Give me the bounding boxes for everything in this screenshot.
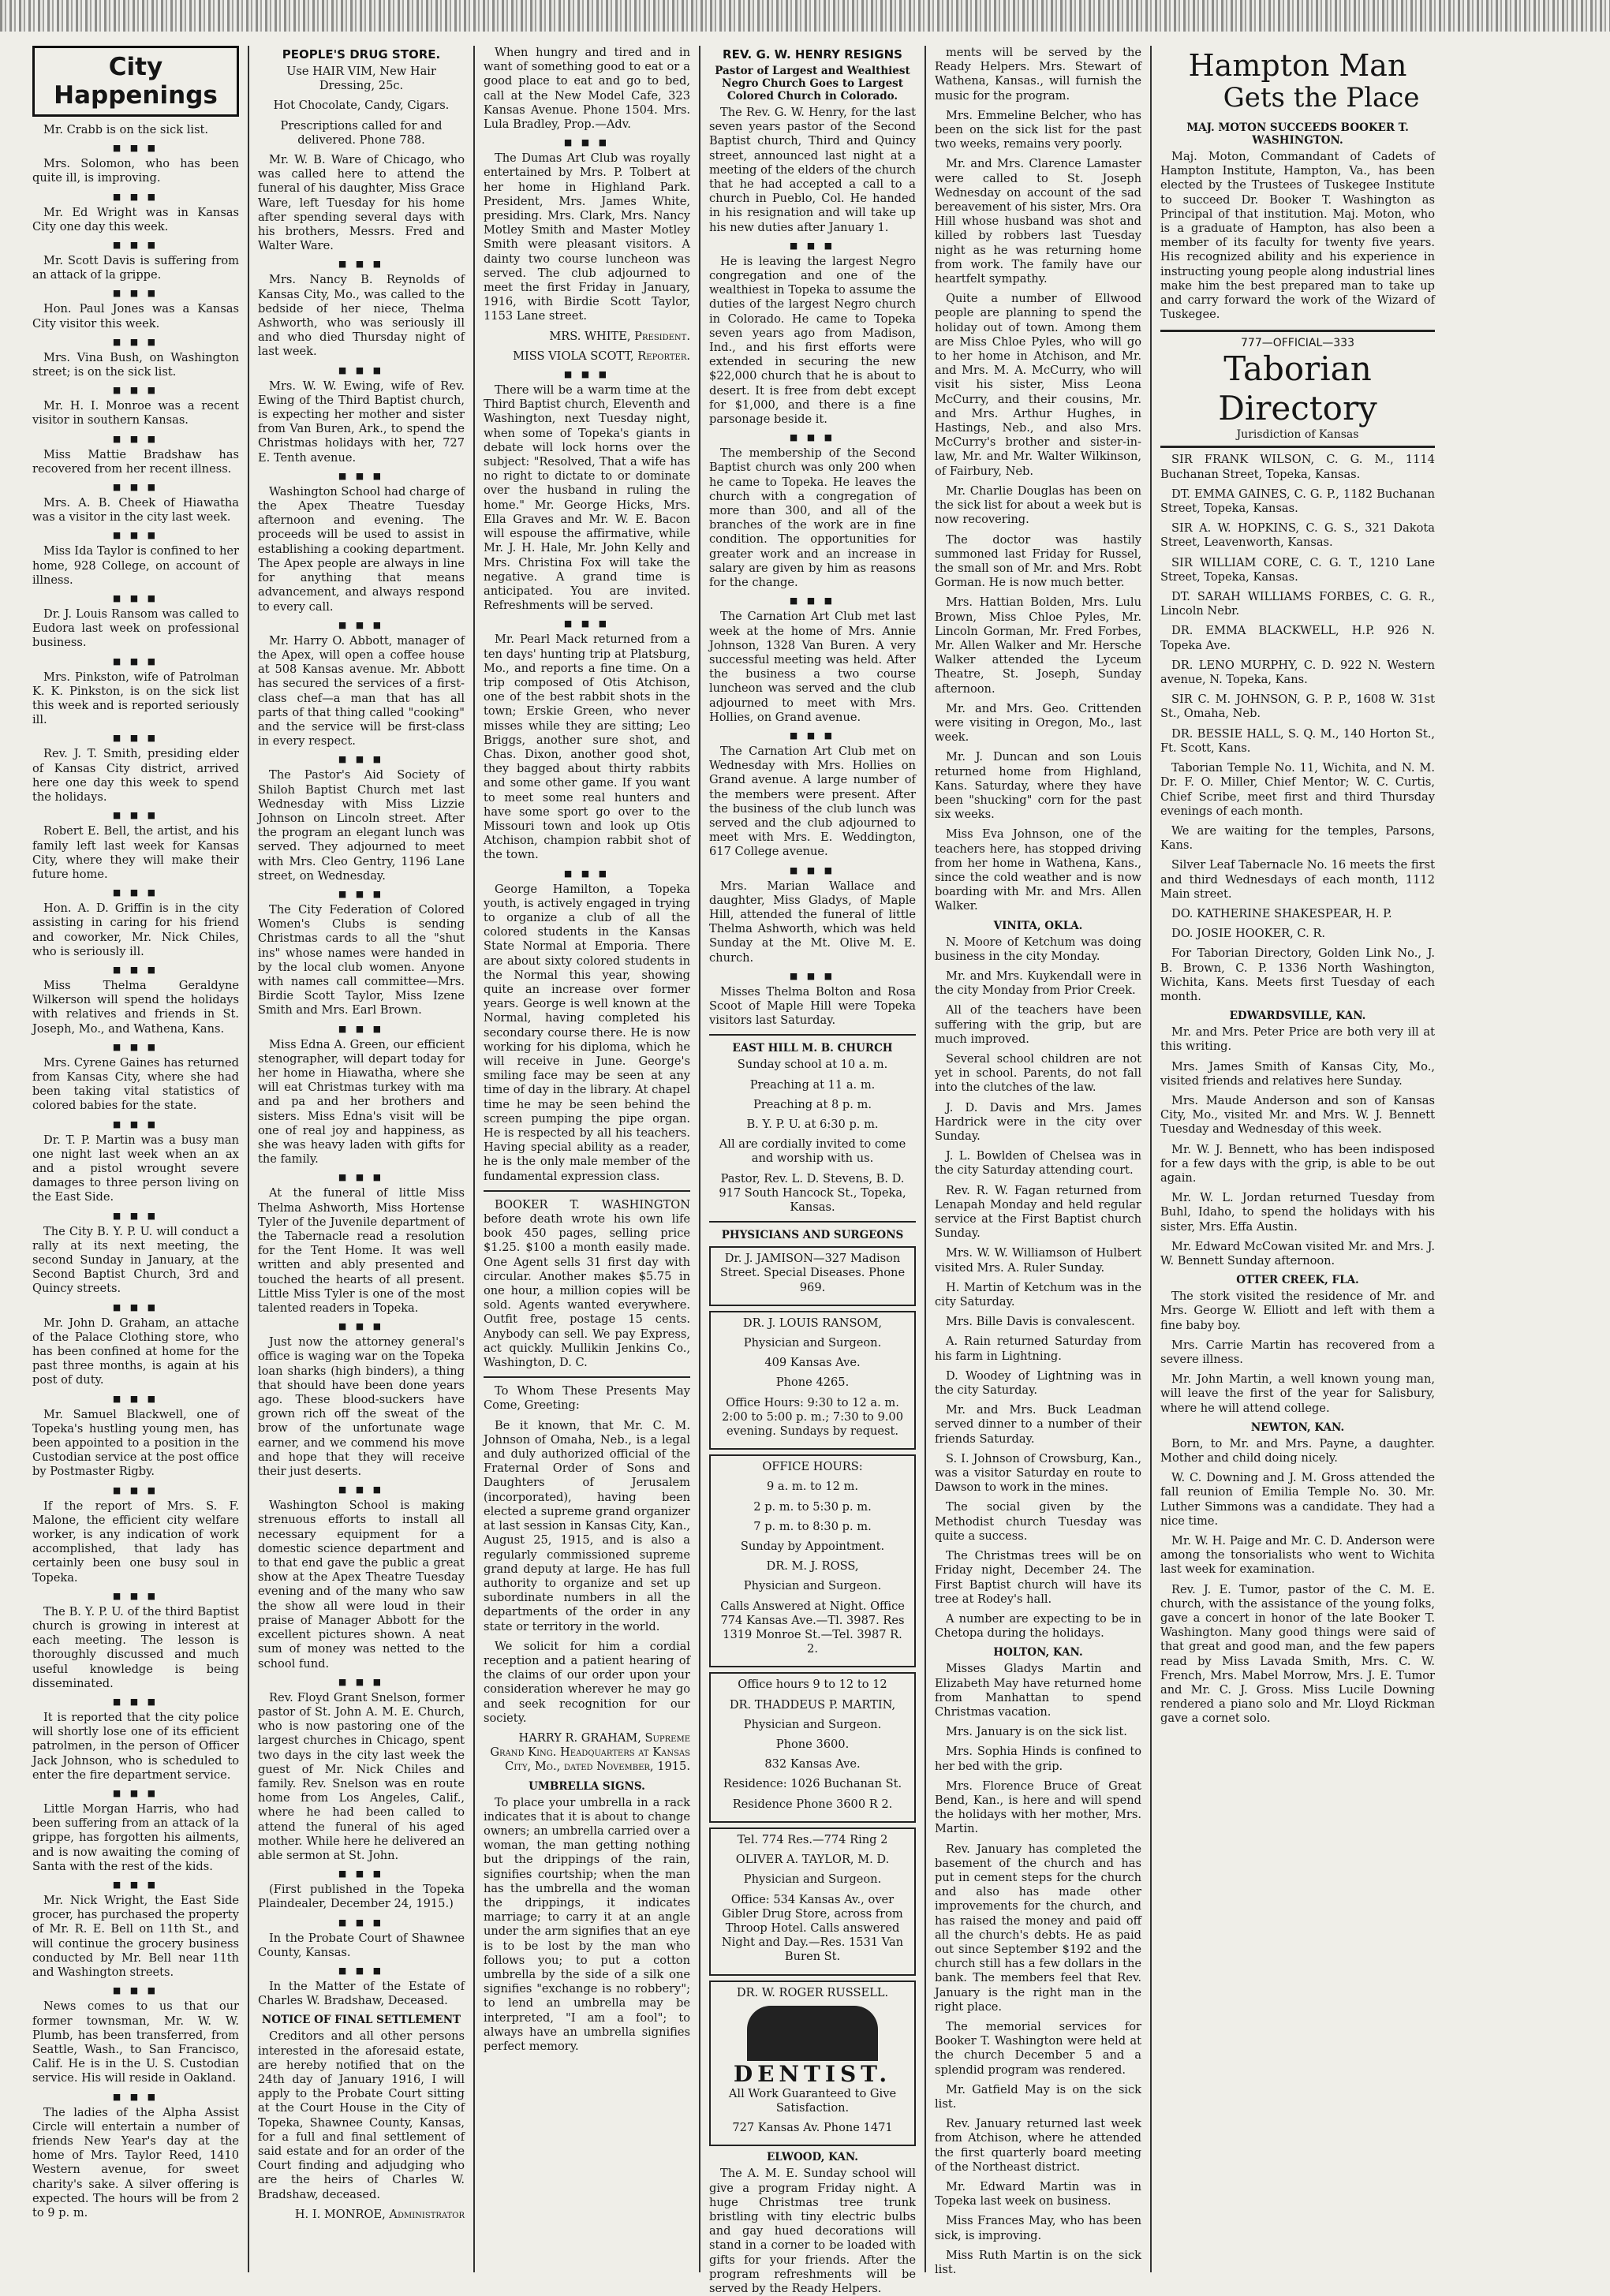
edwardsville-items	[1160, 1025, 1435, 1268]
item-separator: ■ ■ ■	[789, 595, 836, 607]
news-item: He is leaving the largest Negro congregation and one of the wealthiest in Topeka to assume the duties of the largest Negro church in Colorado. He came to Topeka seven years ago from Madison, Ind., and his first efforts were extended in securing the new $22,000 church that he is about to desert. It is free from debt except for $1,000, and there is a fine parsonage beside it.	[709, 254, 916, 427]
item-separator: ■ ■ ■	[338, 259, 385, 270]
news-item: If the report of Mrs. S. F. Malone, the efficient city welfare worker, is any indication of work accomplished, that lady has certainly been one busy soul in Topeka.	[32, 1499, 239, 1585]
hamilton-item: George Hamilton, a Topeka youth, is actively engaged in trying to organize a club of all the colored students in the Kansas State Normal at Emporia. There are about sixty colored students in the Normal this year, showing quite an increase over former years. George is well known at the Normal, having completed his secondary course there. He is now working for his diploma, which he will receive in June. George's smiling face may be seen at any time of day in the library. At chapel time he may be seen behind the screen pumping the pipe organ. He is respected by all his teachers. Having special ability as a reader, he is the only male member of the fundamental expression class.	[484, 882, 690, 1183]
holton-title: HOLTON, KAN.	[993, 1646, 1083, 1659]
column-4	[700, 46, 926, 2295]
item-separator: ■ ■ ■	[112, 482, 159, 493]
news-item: Office hours 9 to 12 to 12	[738, 1678, 887, 1692]
news-item: Dr. J. Louis Ransom was called to Eudora last week on professional business.	[32, 607, 239, 650]
item-separator: ■ ■ ■	[112, 1301, 159, 1312]
cafe-ad: When hungry and tired and in want of something good to eat or a good place to eat and go to bed, call at the New Model Cafe, 323 Kansas Avenue. Phone 1504. Mrs. Lula Bradley, Prop.—Adv.	[484, 46, 690, 132]
news-item: Mr. and Mrs. Peter Price are both very ill at this writing.	[1160, 1025, 1435, 1054]
news-item: Physician and Surgeon.	[743, 1717, 882, 1731]
item-separator: ■ ■ ■	[112, 1484, 159, 1495]
news-item: Preaching at 8 p. m.	[753, 1097, 872, 1111]
news-item: The Christmas trees will be on Friday night, December 24. The First Baptist church will have its tree at Rodey's hall.	[935, 1549, 1141, 1606]
news-item: Miss Thelma Geraldyne Wilkerson will spend the holidays with relatives and friends in St. Joseph, Mo., and Wathena, Kans.	[32, 978, 239, 1036]
item-separator: ■ ■ ■	[112, 1985, 159, 1996]
news-item: DR. BESSIE HALL, S. Q. M., 140 Horton St., Ft. Scott, Kans.	[1160, 726, 1435, 755]
item-separator: ■ ■ ■	[338, 1965, 385, 1976]
news-item: Silver Leaf Tabernacle No. 16 meets the first and third Wednesdays of each month, 1112 Main street.	[1160, 858, 1435, 901]
dentist-title: DENTIST.	[733, 2060, 892, 2087]
news-item: Mr. and Mrs. Kuykendall were in the city Monday from Prior Creek.	[935, 969, 1141, 998]
umbrella-text: To place your umbrella in a rack indicates that it is about to change owners; an umbrella carried over a woman, the man getting nothing but the drippings of the rain, signifies courtship; when the man has the umbrella and the woman the drippings, it indicates marriage; to carry it at an angle under the arm signifies that an eye is to be lost by the man who follows you; to put a cotton umbrella by the side of a silk one signifies "exchange is no robbery"; to lend an umbrella may be interpreted, "I am a fool"; to always have an umbrella signifies perfect memory.	[484, 1795, 690, 2053]
news-item: Mrs. Nancy B. Reynolds of Kansas City, Mo., was called to the bedside of her niece, Thelma Ashworth, who was seriously ill and who died Thursday night of last week.	[258, 273, 465, 359]
news-item: All are cordially invited to come and worship with us.	[719, 1137, 906, 1166]
news-item: SIR A. W. HOPKINS, C. G. S., 321 Dakota Street, Leavenworth, Kansas.	[1160, 521, 1435, 550]
news-item: Mrs. Solomon, who has been quite ill, is improving.	[32, 157, 239, 185]
news-item: DR. LENO MURPHY, C. D. 922 N. Western avenue, N. Topeka, Kans.	[1160, 658, 1435, 687]
news-item: DT. SARAH WILLIAMS FORBES, C. G. R., Lincoln Nebr.	[1160, 590, 1435, 618]
item-separator: ■ ■ ■	[338, 1321, 385, 1332]
news-item: Miss Mattie Bradshaw has recovered from her recent illness.	[32, 447, 239, 476]
news-item: Misses Gladys Martin and Elizabeth May have returned home from Manhattan to spend Christmas vacation.	[935, 1662, 1141, 1719]
item-separator: ■ ■ ■	[112, 2091, 159, 2102]
item-separator: ■ ■ ■	[112, 593, 159, 604]
notice-sign: H. I. MONROE, Administrator	[294, 2207, 465, 2221]
news-item: Mr. Edward McCowan visited Mr. and Mrs. J. W. Bennett Sunday afternoon.	[1160, 1239, 1435, 1267]
news-item: Mrs. Carrie Martin has recovered from a severe illness.	[1160, 1338, 1435, 1366]
news-item: Phone 4265.	[775, 1376, 850, 1390]
newton-title: NEWTON, KAN.	[1250, 1421, 1345, 1434]
news-item: Mr. and Mrs. Clarence Lamaster were called to St. Joseph Wednesday on account of the sad bereavement of his sister, Mrs. Ora Hill whose husband was shot and killed by robbers last Tuesday night as he was returning home from work. The family have our heartfelt sympathy.	[935, 157, 1141, 286]
news-item: ments will be served by the Ready Helpers. Mrs. Stewart of Wathena, Kansas., will furnish the music for the program.	[935, 46, 1141, 103]
news-item: Mr. Scott Davis is suffering from an attack of la grippe.	[32, 254, 239, 282]
card-jamison	[709, 1246, 916, 1306]
card-ross	[709, 1454, 916, 1667]
news-item: DO. JOSIE HOOKER, C. R.	[1171, 927, 1325, 941]
news-item: SIR FRANK WILSON, C. G. M., 1114 Buchanan Street, Topeka, Kansas.	[1160, 453, 1435, 481]
item-separator: ■ ■ ■	[112, 1697, 159, 1708]
taborian-list	[1160, 453, 1435, 1004]
news-item: Mrs. James Smith of Kansas City, Mo., visited friends and relatives here Sunday.	[1160, 1059, 1435, 1088]
news-item: Office Hours: 9:30 to 12 a. m. 2:00 to 5:00 p. m.; 7:30 to 9.00 evening. Sundays by request.	[722, 1395, 903, 1439]
news-item: Misses Thelma Bolton and Rosa Scoot of Maple Hill were Topeka visitors last Saturday.	[709, 984, 916, 1028]
column-6	[1152, 46, 1444, 2272]
news-item: Just now the attorney general's office is waging war on the Topeka loan sharks (high binders), a thing that should have been done years ago. These blood-suckers have grown rich off the sweat of the brow of the unfortunate wage earner, and we commend his move and hope that they will receive their just deserts.	[258, 1335, 465, 1479]
henry-subhead: Pastor of Largest and Wealthiest Negro Church Goes to Largest Colored Church in Colorado.	[715, 65, 910, 103]
item-separator: ■ ■ ■	[112, 240, 159, 251]
news-item: 832 Kansas Ave.	[764, 1757, 861, 1771]
item-separator: ■ ■ ■	[112, 733, 159, 744]
taborian-title: Taborian Directory	[1218, 349, 1377, 428]
news-item: Mrs. Cyrene Gaines has returned from Kansas City, where she had been taking vital statistics of colored babies for the state.	[32, 1055, 239, 1113]
column-5-items	[935, 46, 1141, 914]
taborian-number: 777—OFFICIAL—333	[1241, 337, 1354, 350]
news-item: Miss Ida Taylor is confined to her home, 928 College, on account of illness.	[32, 544, 239, 587]
news-item: Mr. Harry O. Abbott, manager of the Apex, will open a coffee house at 508 Kansas avenue. Mr. Abbott has secured the services of a first-class chef—a man that has all parts of that thing called "cooking" and the service will be first-class in every respect.	[258, 633, 465, 749]
news-item: DR. M. J. ROSS,	[766, 1559, 859, 1574]
news-item: 7 p. m. to 8:30 p. m.	[753, 1519, 872, 1533]
item-separator: ■ ■ ■	[112, 191, 159, 202]
notice-text: Creditors and all other persons interested in the aforesaid estate, are hereby notified that on the 24th day of January 1916, I will apply to the Probate Court sitting at the Court House in the City of Topeka, Shawnee County, Kansas, for a full and final settlement of said estate and for an order of the Court finding and adjudging who are the heirs of Charles W. Bradshaw, deceased.	[258, 2029, 465, 2201]
item-separator: ■ ■ ■	[338, 1484, 385, 1495]
news-item: Miss Ruth Martin is on the sick list.	[935, 2248, 1141, 2277]
item-separator: ■ ■ ■	[338, 1869, 385, 1880]
item-separator: ■ ■ ■	[338, 619, 385, 630]
whom-sign: HARRY R. GRAHAM, Supreme Grand King. Headquarters at Kansas City, Mo., dated November, 1915.	[490, 1730, 690, 1774]
news-item: Mr. and Mrs. Buck Leadman served dinner to a number of their friends Saturday.	[935, 1403, 1141, 1446]
news-item: Pastor, Rev. L. D. Stevens, B. D. 917 South Hancock St., Topeka, Kansas.	[719, 1171, 906, 1214]
news-item: Mrs. Vina Bush, on Washington street; is on the sick list.	[32, 350, 239, 379]
news-item: J. D. Davis and Mrs. James Hardrick were in the city over Sunday.	[935, 1100, 1141, 1144]
item-separator: ■ ■ ■	[338, 1676, 385, 1687]
news-item: Little Morgan Harris, who had been suffering from an attack of la grippe, has forgotten his ailments, and is now awaiting the coming of Santa with the rest of the kids.	[32, 1802, 239, 1873]
news-item: Mrs. Florence Bruce of Great Bend, Kan., is here and will spend the holidays with her mother, Mrs. Martin.	[935, 1779, 1141, 1836]
columns	[24, 46, 1599, 2295]
item-separator: ■ ■ ■	[112, 964, 159, 975]
news-item: Mr. W. J. Bennett, who has been indisposed for a few days with the grip, is able to be out again.	[1160, 1142, 1435, 1185]
item-separator: ■ ■ ■	[789, 970, 836, 981]
column-4-items	[709, 106, 916, 1028]
news-item: Rev. January has completed the basement of the church and has put in cement steps for the church and also has made other improvements for the church, and has raised the money and paid off all the church's debts. He as paid out since September $192 and the church still has a few dollars in the bank. The members feel that Rev. January is the right man in the right place.	[935, 1842, 1141, 2014]
news-item: Sunday school at 10 a. m.	[737, 1058, 888, 1072]
news-item: Phone 3600.	[775, 1738, 850, 1752]
news-item: A. Rain returned Saturday from his farm in Lightning.	[935, 1335, 1141, 1363]
news-item: N. Moore of Ketchum was doing business in the city Monday.	[935, 935, 1141, 963]
item-separator: ■ ■ ■	[338, 1917, 385, 1928]
item-separator: ■ ■ ■	[789, 864, 836, 875]
whom-para-2: We solicit for him a cordial reception and a patient hearing of the claims of our order upon your consideration wherever he may go and seek recognition for our society.	[484, 1639, 690, 1725]
news-item: Mrs. Hattian Bolden, Mrs. Lulu Brown, Miss Chloe Pyles, Mr. Lincoln Gorman, Mr. Fred Forbes, Mr. Allen Walker and Mr. Hersche Walker attended the Lyceum Theatre, St. Joseph, Sunday afternoon.	[935, 595, 1141, 696]
whom-para-1: Be it known, that Mr. C. M. Johnson of Omaha, Neb., is a legal and duly authorized official of the Fraternal Order of Sons and Daughters of Jerusalem (incorporated), having been elected a supreme grand organizer at last session in Kansas City, Kan., August 25, 1915, and is also a regularly commissioned supreme grand deputy at large. He has full authority to organize and set up subordinate numbers in all the departments of the order in any state or territory in the world.	[484, 1418, 690, 1633]
news-item: Mrs. A. B. Cheek of Hiawatha was a visitor in the city last week.	[32, 496, 239, 525]
news-item: H. Martin of Ketchum was in the city Saturday.	[935, 1280, 1141, 1309]
news-item: Miss Frances May, who has been sick, is improving.	[935, 2214, 1141, 2242]
news-item: Physician and Surgeon.	[743, 1872, 882, 1887]
item-separator: ■ ■ ■	[112, 385, 159, 396]
news-item: Mr. J. Duncan and son Louis returned home from Highland, Kans. Saturday, where they have been "shucking" corn for the past six weeks.	[935, 750, 1141, 822]
news-item: Mrs. W. W. Williamson of Hulbert visited Mrs. A. Ruler Sunday.	[935, 1246, 1141, 1275]
column-2-items	[258, 153, 465, 2008]
news-item: Mrs. Pinkston, wife of Patrolman K. K. Pinkston, is on the sick list this week and is reported seriously ill.	[32, 670, 239, 727]
news-item: All of the teachers have been suffering with the grip, but are much improved.	[935, 1003, 1141, 1046]
item-separator: ■ ■ ■	[112, 433, 159, 444]
item-separator: ■ ■ ■	[112, 1880, 159, 1891]
physicians-head: PHYSICIANS AND SURGEONS	[721, 1229, 904, 1242]
news-item: 9 a. m. to 12 m.	[767, 1480, 858, 1494]
item-separator: ■ ■ ■	[789, 730, 836, 741]
news-item: Mr. John Martin, a well known young man, will leave the first of the year for Salisbury, where he will attend college.	[1160, 1372, 1435, 1415]
news-item: For Taborian Directory, Golden Link No., J. B. Brown, C. P. 1336 North Washington, Wichita, Kans. Meets first Tuesday of each month.	[1160, 946, 1435, 1003]
news-item: S. I. Johnson of Crowsburg, Kan., was a visitor Saturday en route to Dawson to work in the mines.	[935, 1451, 1141, 1495]
news-item: Mr. Edward Martin was in Topeka last week on business.	[935, 2180, 1141, 2208]
news-item: At the funeral of little Miss Thelma Ashworth, Miss Hortense Tyler of the Juvenile department of the Tabernacle read a resolution for the Tent Home. It was well written and ably presented and touched the hearts of all present. Little Miss Tyler is one of the most talented readers in Topeka.	[258, 1186, 465, 1316]
news-item: Dr. T. P. Martin was a busy man one night last week when an ax and a pistol wrought severe damages to three person living on the East Side.	[32, 1133, 239, 1204]
item-separator: ■ ■ ■	[789, 432, 836, 443]
news-item: The ladies of the Alpha Assist Circle will entertain a number of friends New Year's day at the home of Mrs. Taylor Reed, 1410 Western avenue, for sweet charity's sake. A silver offering is expected. The hours will be from 2 to 9 p. m.	[32, 2105, 239, 2219]
item-separator: ■ ■ ■	[112, 143, 159, 154]
item-separator: ■ ■ ■	[338, 1023, 385, 1034]
news-item: W. C. Downing and J. M. Gross attended the fall reunion of Emilia Temple No. 30. Mr. Luther Simmons was a candidate. They had a nice time.	[1160, 1471, 1435, 1528]
news-item: We are waiting for the temples, Parsons, Kans.	[1160, 823, 1435, 853]
item-separator: ■ ■ ■	[789, 240, 836, 251]
masthead-strip	[0, 0, 1610, 32]
moton-subhead: MAJ. MOTON SUCCEEDS BOOKER T. WASHINGTON.	[1186, 121, 1409, 147]
news-item: Calls Answered at Night. Office 774 Kansas Ave.—Tl. 3987. Res 1319 Monroe St.—Tel. 3987 R. 2.	[720, 1599, 905, 1656]
news-item: Mrs. W. W. Ewing, wife of Rev. Ewing of the Third Baptist church, is expecting her mother and sister from Van Buren, Ark., to spend the Christmas holidays with her, 727 E. Tenth avenue.	[258, 379, 465, 465]
henry-headline: REV. G. W. HENRY RESIGNS	[723, 47, 902, 62]
newton-items	[1160, 1437, 1435, 1727]
news-item: Mr. John D. Graham, an attache of the Palace Clothing store, who has been confined at home for the past three months, is again at his post of duty.	[32, 1316, 239, 1387]
church-title: EAST HILL M. B. CHURCH	[732, 1042, 893, 1055]
taborian-header	[1160, 330, 1435, 448]
club-sign-1: MRS. WHITE, President.	[549, 329, 690, 343]
card-martin	[709, 1672, 916, 1822]
club-sign-2: MISS VIOLA SCOTT, Reporter.	[513, 349, 690, 363]
news-item: Mr. and Mrs. Geo. Crittenden were visiting in Oregon, Mo., last week.	[935, 701, 1141, 745]
elwood-title: ELWOOD, KAN.	[766, 2151, 858, 2164]
column-5	[926, 46, 1152, 2277]
moton-story: Maj. Moton, Commandant of Cadets of Hampton Institute, Hampton, Va., has been elected by the Trustees of Tuskegee Institute to succeed Dr. Booker T. Washington as Principal of that institution. Maj. Moton, who is a graduate of Hampton, has also been a member of its faculty for twenty five years. His recognized ability and his experience in instructing young people along industrial lines make him the best prepared man to take up and carry forward the work of the Wizard of Tuskegee.	[1160, 150, 1435, 322]
item-separator: ■ ■ ■	[112, 1393, 159, 1404]
news-item: (First published in the Topeka Plaindealer, December 24, 1915.)	[258, 1883, 465, 1911]
news-item: Hon. A. D. Griffin is in the city assisting in caring for his friend and coworker, Mr. Nick Chiles, who is seriously ill.	[32, 902, 239, 958]
item-separator: ■ ■ ■	[338, 754, 385, 765]
card-taylor	[709, 1827, 916, 1976]
news-item: A number are expecting to be in Chetopa during the holidays.	[935, 1611, 1141, 1641]
news-item: In the Matter of the Estate of Charles W. Bradshaw, Deceased.	[258, 1979, 465, 2008]
news-item: Mr. Charlie Douglas has been on the sick list for about a week but is now recovering.	[935, 483, 1141, 527]
item-separator: ■ ■ ■	[112, 1041, 159, 1052]
news-item: Miss Eva Johnson, one of the teachers here, has stopped driving from her home in Wathena, Kans., since the cold weather and is now boarding with Mr. and Mrs. Allen Walker.	[935, 827, 1141, 913]
hampton-line-1: Hampton Man	[1188, 48, 1407, 83]
dentist-name: DR. W. ROGER RUSSELL.	[736, 1985, 889, 1999]
column-1	[24, 46, 249, 2272]
dentist-line-2: 727 Kansas Av. Phone 1471	[732, 2121, 893, 2135]
item-separator: ■ ■ ■	[112, 1788, 159, 1799]
news-item: Mr. W. H. Paige and Mr. C. D. Anderson were among the tonsorialists who went to Wichita last week for examination.	[1160, 1534, 1435, 1577]
item-separator: ■ ■ ■	[112, 530, 159, 541]
card-ransom	[709, 1311, 916, 1450]
hunting-item: Mr. Pearl Mack returned from a ten days' hunting trip at Platsburg, Mo., and reports a fine time. On a trip composed of Otis Atchison, one of the best rabbit shots in the town; Erskie Green, who never misses while they are sitting; Leo Briggs, another sure shot, and Chas. Dixon, another good shot, they bagged about thirty rabbits and some other game. If you want to meet some real hunters and have some sport go over to the Missouri town and look up Otis Atchison, champion rabbit shot of the town.	[484, 633, 690, 862]
news-item: Mr. Nick Wright, the East Side grocer, has purchased the property of Mr. R. E. Bell on 11th St., and will continue the grocery business conducted by Mr. Bell near 11th and Washington streets.	[32, 1894, 239, 1980]
dentist-ad	[709, 1981, 916, 2147]
news-item: Rev. Floyd Grant Snelson, former pastor of St. John A. M. E. Church, who is now pastoring one of the largest churches in Chicago, spent two days in the city last week the guest of Mr. Nick Chiles and family. Rev. Snelson was en route home from Los Angeles, Calif., where he had been called to attend the funeral of his aged mother. While here he delivered an able sermon at St. John.	[258, 1690, 465, 1862]
news-item: Rev. January returned last week from Atchison, where he attended the first quarterly board meeting of the Northeast district.	[935, 2117, 1141, 2174]
dentist-line-1: All Work Guaranteed to Give Satisfaction.	[728, 2086, 897, 2115]
item-separator: ■ ■ ■	[112, 887, 159, 898]
item-separator: ■ ■ ■	[112, 810, 159, 821]
news-item: Use HAIR VIM, New Hair Dressing, 25c.	[286, 65, 436, 93]
news-item: Mrs. January is on the sick list.	[946, 1725, 1127, 1739]
news-item: Mr. Samuel Blackwell, one of Topeka's hustling young men, has been appointed to a position in the Custodian service at the post office by Postmaster Rigby.	[32, 1407, 239, 1479]
whom-title: To Whom These Presents May Come, Greeting:	[484, 1384, 690, 1413]
item-separator: ■ ■ ■	[112, 336, 159, 347]
item-separator: ■ ■ ■	[112, 655, 159, 666]
vinita-items	[935, 935, 1141, 1641]
holton-items	[935, 1662, 1141, 2277]
news-item: Taborian Temple No. 11, Wichita, and N. M. Dr. F. O. Miller, Chief Mentor; W. C. Curtis, Chief Scribe, meet first and third Thursday evenings of each month.	[1160, 761, 1435, 818]
news-item: B. Y. P. U. at 6:30 p. m.	[746, 1117, 879, 1131]
news-item: Mrs. Emmeline Belcher, who has been on the sick list for the past two weeks, remains very poorly.	[935, 108, 1141, 151]
news-item: Office: 534 Kansas Av., over Gibler Drug Store, across from Throop Hotel. Calls answered Night and Day.—Res. 1531 Van Buren St.	[721, 1892, 904, 1964]
booker-ad: BOOKER T. WASHINGTON before death wrote his own life book 450 pages, selling price $1.25. $100 a month easily made. One Agent sells 31 first day with circular. Another makes $5.75 in one hour, a million copies will be sold. Agents wanted everywhere. Outfit free, postage 15 cents. Anybody can sell. We pay Express, act quickly. Mullikin Jenkins Co., Washington, D. C.	[484, 1197, 690, 1370]
news-item: DT. EMMA GAINES, C. G. P., 1182 Buchanan Street, Topeka, Kansas.	[1160, 487, 1435, 516]
city-items	[32, 123, 239, 2220]
otter-title: OTTER CREEK, FLA.	[1236, 1274, 1359, 1287]
news-item: Washington School is making strenuous efforts to install all necessary equipment for a domestic science department and to that end gave the public a great show at the Apex Theatre Tuesday evening and of the many who saw the show all were loud in their praise of Manager Abbott for the excellent pictures shown. A neat sum of money was netted to the school fund.	[258, 1499, 465, 1671]
news-item: Mrs. Bille Davis is convalescent.	[946, 1315, 1135, 1329]
news-item: Physician and Surgeon.	[743, 1579, 882, 1593]
news-item: The doctor was hastily summoned last Friday for Russel, the small son of Mr. and Mrs. Robt Gorman. He is now much better.	[935, 532, 1141, 590]
news-item: The Pastor's Aid Society of Shiloh Baptist Church met last Wednesday with Miss Lizzie Johnson on Lincoln street. After the program an elegant lunch was served. They adjourned to meet with Mrs. Cleo Gentry, 1196 Lane street, on Wednesday.	[258, 768, 465, 883]
item-separator: ■ ■ ■	[112, 1210, 159, 1221]
drug-store-ad-title: PEOPLE'S DRUG STORE.	[282, 47, 441, 62]
tooth-icon	[747, 2006, 878, 2061]
news-item: Mrs. Maude Anderson and son of Kansas City, Mo., visited Mr. and Mrs. W. J. Bennett Tuesday and Wednesday of this week.	[1160, 1093, 1435, 1137]
news-item: J. L. Bowlden of Chelsea was in the city Saturday attending court.	[935, 1149, 1141, 1178]
news-item: The City Federation of Colored Women's Clubs is sending Christmas cards to all the "shut ins" whose names were handed in by the local club women. Anyone with names call committee—Mrs. Birdie Scott Taylor, Miss Izene Smith and Mrs. Earl Brown.	[258, 902, 465, 1017]
news-item: The membership of the Second Baptist church was only 200 when he came to Topeka. He leaves the church with a congregation of more than 300, and all of the branches of the work are in fine condition. The opportunities for greater work and an increase in salary are given by him as reasons for the change.	[709, 446, 916, 590]
news-item: Mr. Ed Wright was in Kansas City one day this week.	[32, 205, 239, 233]
news-item: SIR WILLIAM CORE, C. G. T., 1210 Lane Street, Topeka, Kansas.	[1160, 555, 1435, 584]
news-item: The Rev. G. W. Henry, for the last seven years pastor of the Second Baptist church, Third and Quincy street, announced last night at a meeting of the elders of the church that he had accepted a call to a church in Pueblo, Col. He handed in his resignation and will take up his new duties after January 1.	[709, 106, 916, 234]
news-item: Prescriptions called for and delivered. Phone 788.	[280, 118, 443, 147]
news-item: DO. KATHERINE SHAKESPEAR, H. P.	[1171, 906, 1392, 920]
news-item: Mr. W. L. Jordan returned Tuesday from Buhl, Idaho, to spend the holidays with his sister, Mrs. Effa Austin.	[1160, 1191, 1435, 1234]
news-item: Rev. R. W. Fagan returned from Lenapah Monday and held regular service at the First Baptist church Sunday.	[935, 1183, 1141, 1241]
news-item: Hot Chocolate, Candy, Cigars.	[273, 99, 450, 113]
news-item: DR. EMMA BLACKWELL, H.P. 926 N. Topeka Ave.	[1160, 624, 1435, 652]
hampton-line-2: Gets the Place	[1223, 82, 1420, 114]
news-item: Rev. J. T. Smith, presiding elder of Kansas City district, arrived here one day this week to spend the holidays.	[32, 747, 239, 805]
elwood-text: The A. M. E. Sunday school will give a program Friday night. A huge Christmas tree trunk bristling with tiny electric bulbs and gay hued decorations will stand in a corner to be loaded with gifts for your friends. After the program refreshments will be served by the Ready Helpers.	[709, 2167, 916, 2295]
news-item: Hon. Paul Jones was a Kansas City visitor this week.	[32, 302, 239, 330]
news-item: The social given by the Methodist church Tuesday was quite a success.	[935, 1500, 1141, 1543]
notice-title: NOTICE OF FINAL SETTLEMENT	[261, 2014, 461, 2027]
news-item: Mr. Gatfield May is on the sick list.	[935, 2082, 1141, 2111]
church-schedule	[709, 1058, 916, 1215]
item-separator: ■ ■ ■	[338, 470, 385, 481]
news-item: 409 Kansas Ave.	[764, 1356, 861, 1370]
news-item: Mr. W. B. Ware of Chicago, who was called here to attend the funeral of his daughter, Miss Grace Ware, left Tuesday for his home after spending several days with his brothers, Messrs. Fred and Walter Ware.	[258, 153, 465, 253]
news-item: DR. J. LOUIS RANSOM,	[742, 1316, 883, 1330]
item-separator: ■ ■ ■	[112, 1118, 159, 1129]
otter-items	[1160, 1290, 1435, 1416]
dumas-club: The Dumas Art Club was royally entertained by Mrs. P. Tolbert at her home in Highland Park. President, Mrs. James White, presiding. Mrs. Clark, Mrs. Nancy Motley Smith and Master Motley Smith were pleasant visitors. A dainty two course luncheon was served. The club adjourned to meet the first Friday in January, 1916, with Birdie Scott Taylor, 1153 Lane street.	[484, 151, 690, 323]
drug-store-ad	[258, 65, 465, 147]
news-item: The stork visited the residence of Mr. and Mrs. George W. Elliott and left with them a fine baby boy.	[1160, 1290, 1435, 1332]
news-item: News comes to us that our former townsman, Mr. W. W. Plumb, has been transferred, from Seattle, Wash., to San Francisco, Calif. He is in the U. S. Custodian service. His will reside in Oakland.	[32, 1999, 239, 2085]
news-item: Preaching at 11 a. m.	[749, 1077, 876, 1092]
news-item: 2 p. m. to 5:30 p. m.	[753, 1499, 872, 1514]
news-item: Miss Edna A. Green, our efficient stenographer, will depart today for her home in Hiawatha, where she will eat Christmas turkey with ma and pa and her brothers and sisters. Miss Edna's visit will be one of real joy and happiness, as she was heavy laden with gifts for the family.	[258, 1037, 465, 1167]
item-separator: ■ ■ ■	[338, 888, 385, 899]
news-item: Robert E. Bell, the artist, and his family left last week for Kansas City, where they will make their future home.	[32, 824, 239, 881]
news-item: The Carnation Art Club met on Wednesday with Mrs. Hollies on Grand avenue. A large number of the members were present. After the business of the club lunch was served and the club adjourned to meet with Mrs. E. Weddington, 617 College avenue.	[709, 744, 916, 859]
news-item: Mr. Crabb is on the sick list.	[43, 123, 209, 136]
news-item: In the Probate Court of Shawnee County, Kansas.	[258, 1931, 465, 1959]
news-item: DR. THADDEUS P. MARTIN,	[729, 1697, 896, 1712]
city-happenings-header	[32, 46, 239, 117]
news-item: The memorial services for Booker T. Washington were held at the church December 5 and a splendid program was rendered.	[935, 2019, 1141, 2077]
edwardsville-title: EDWARDSVILLE, KAN.	[1229, 1010, 1366, 1023]
news-item: Mrs. Sophia Hinds is confined to her bed with the grip.	[935, 1745, 1141, 1773]
news-item: It is reported that the city police will shortly lose one of its efficient patrolmen, in the person of Officer Jack Johnson, who is scheduled to enter the fire department service.	[32, 1711, 239, 1782]
news-item: Quite a number of Ellwood people are planning to spend the holiday out of town. Among them are Miss Chloe Pyles, who will go to her home in Atchison, and Mr. and Mrs. M. A. McCurry, who will visit his sister, Miss Leona McCurry, and their cousins, Mr. and Mrs. Arthur Hughes, in Hastings, Neb., and also Mrs. McCurry's brother and sister-in-law, Mr. and Mr. Walter Wilkinson, of Fairbury, Neb.	[935, 292, 1141, 478]
news-item: Tel. 774 Res.—774 Ring 2	[737, 1832, 888, 1846]
city-happenings-title: City Happenings	[54, 53, 218, 110]
item-separator: ■ ■ ■	[338, 1172, 385, 1183]
hampton-headline	[1160, 49, 1435, 114]
news-item: Rev. J. E. Tumor, pastor of the C. M. E. church, with the assistance of the young folks, gave a concert in honor of the late Booker T. Washington. Many good things were said of that great and good man, and the few papers read by Miss Lavada Smith, Mrs. C. W. French, Mrs. Mabel Morrow, Mrs. J. E. Tumor and Mr. C. J. Gross. Miss Lucile Downing rendered a piano solo and Mr. Lloyd Rickman gave a cornet solo.	[1160, 1582, 1435, 1726]
umbrella-title: UMBRELLA SIGNS.	[529, 1779, 645, 1793]
news-item: Dr. J. JAMISON—327 Madison Street. Special Diseases. Phone 969.	[719, 1252, 906, 1294]
column-3: When hungry and tired and in want of something good to eat or a good place to eat and go to bed, call at the New Model Cafe, 323 Kansas Avenue. Phone 1504. Mrs. Lula Bradley, Prop.—Adv. ■ ■ ■ The Dumas Art Club was royally entertained by Mrs. P. Tolbert at her home in Highland Park. President, Mrs. James White, presiding. Mrs. Clark, Mrs. Nancy Motley Smith and Master Motley Smith were pleasant visitors. A dainty two course luncheon was served. The club adjourned to meet the first Friday in January, 1916, with Birdie Scott Taylor, 1153 Lane street. MRS. WHITE, President. MISS VIOLA SCOTT, Reporter. ■ ■ ■ There will be a warm time at the Third Baptist church, Eleventh and Washington, next Tuesday night, when some of Topeka's giants in debate will lock horns over the subject: "Resolved, That a wife has no right to dictate to or dominate over the husband in ruling the home." Mr. George Hicks, Mrs. Ella Graves and Mr. W. E. Bacon will espouse the affirmative, while Mr. J. H. Hale, Mr. John Kelly and Mrs. Christina Fox will take the negative. A grand time is anticipated. You are invited. Refreshments will be served. ■ ■ ■ Mr. Pearl Mack returned from a ten days' hunting trip at Platsburg, Mo., and reports a fine time. On a trip composed of Otis Atchison, one of the best rabbit shots in the town; Erskie Green, who never misses while they are sitting; Leo Briggs, another sure shot, and Chas. Dixon, another good shot, they bagged about thirty rabbits and some other game. If you want to meet some real hunters and have some sport go over to the Missouri town and look up Otis Atchison, champion rabbit shot of the town. ■ ■ ■ George Hamilton, a Topeka youth, is actively engaged in trying to organize a club of all the colored students in the Kansas State Normal at Emporia. There are about sixty colored students in the Normal this year, showing quite an increase over former years. George is well known at the Normal, having completed his secondary course there. He is now working for his diploma, which he will receive in June. George's smiling face may be seen at any time of day in the library. At chapel time he may be seen behind the screen pumping the pipe organ. He is respected by all his teachers. Having special ability as a reader, he is the only male member of the fundamental expression class. BOOKER T. WASHINGTON before death wrote his own life book 450 pages, selling price $1.25. $100 a month easily made. One Agent sells 31 first day with circular. Another makes $5.75 in one hour, a million copies will be sold. Agents wanted everywhere. Outfit free, postage 15 cents. Anybody can sell. We pay Express, act quickly. Mullikin Jenkins Co., Washington, D. C. To Whom These Presents May Come, Greeting: Be it known, that Mr. C. M. Johnson of Omaha, Neb., is a legal and duly authorized official of the Fraternal Order of Sons and Daughters of Jerusalem (incorporated), having been elected a supreme grand organizer at last session in Kansas City, Kan., August 25, 1915, and is also a regularly commissioned supreme grand deputy at large. He has full authority to organize and set up subordinate numbers in all the departments of the order in any state or territory in the world. We solicit for him a cordial reception and a patient hearing of the claims of our order upon your consideration wherever he may go and seek recognition for our society. HARRY R. GRAHAM, Supreme Grand King. Headquarters at Kansas City, Mo., dated November, 1915. UMBRELLA SIGNS. To place your umbrella in a rack indicates that it is about to change owners; an umbrella carried over a woman, the man getting nothing but the drippings of the rain, signifies courtship; when the man has the umbrella and the woman the drippings, it indicates marriage; to carry it at an angle under the arm signifies that an eye is to be lost by the man who follows you; to put a cotton umbrella by the side of a silk one signifies "exchange is no robbery"; to lend an umbrella may be interpreted, "I am a fool"; to always have an umbrella signifies perfect memory.	[475, 46, 700, 2272]
news-item: The B. Y. P. U. of the third Baptist church is growing in interest at each meeting. The lesson is thoroughly discussed and much useful knowledge is being disseminated.	[32, 1604, 239, 1690]
item-separator: ■ ■ ■	[112, 1590, 159, 1601]
news-item: SIR C. M. JOHNSON, G. P. P., 1608 W. 31st St., Omaha, Neb.	[1160, 693, 1435, 721]
news-item: OFFICE HOURS:	[762, 1460, 863, 1474]
news-item: The City B. Y. P. U. will conduct a rally at its next meeting, the second Sunday in January, at the Second Baptist Church, 3rd and Quincy streets.	[32, 1224, 239, 1296]
taborian-sub: Jurisdiction of Kansas	[1236, 428, 1359, 442]
news-item: Born, to Mr. and Mrs. Payne, a daughter. Mother and child doing nicely.	[1160, 1436, 1435, 1465]
news-item: Physician and Surgeon.	[743, 1336, 882, 1350]
news-item: Sunday by Appointment.	[740, 1540, 885, 1554]
news-item: Residence: 1026 Buchanan St.	[723, 1777, 902, 1791]
news-item: D. Woodey of Lightning was in the city Saturday.	[935, 1368, 1141, 1398]
column-2	[249, 46, 475, 2272]
news-item: OLIVER A. TAYLOR, M. D.	[735, 1853, 890, 1867]
news-item: Residence Phone 3600 R 2.	[732, 1797, 893, 1811]
news-item: The Carnation Art Club met last week at the home of Mrs. Annie Johnson, 1328 Van Buren. A very successful meeting was held. After the business a two course luncheon was served and the club adjourned to meet with Mrs. Hollies, on Grand avenue.	[709, 610, 916, 724]
item-separator: ■ ■ ■	[338, 364, 385, 375]
news-item: Washington School had charge of the Apex Theatre Tuesday afternoon and evening. The proceeds will be used to assist in establishing a cooking department. The Apex people are always in line for anything that means advancement, and always respond to every call.	[258, 484, 465, 614]
debate-item: There will be a warm time at the Third Baptist church, Eleventh and Washington, next Tuesday night, when some of Topeka's giants in debate will lock horns over the subject: "Resolved, That a wife has no right to dictate to or dominate over the husband in ruling the home." Mr. George Hicks, Mrs. Ella Graves and Mr. W. E. Bacon will espouse the affirmative, while Mr. J. H. Hale, Mr. John Kelly and Mrs. Christina Fox will take the negative. A grand time is anticipated. You are invited. Refreshments will be served.	[484, 383, 690, 613]
news-item: Mr. H. I. Monroe was a recent visitor in southern Kansas.	[32, 399, 239, 427]
vinita-title: VINITA, OKLA.	[993, 919, 1083, 932]
news-item: Several school children are not yet in school. Parents, do not fall into the clutches of the law.	[935, 1052, 1141, 1095]
news-item: Mrs. Marian Wallace and daughter, Miss Gladys, of Maple Hill, attended the funeral of little Thelma Ashworth, which was held Sunday at the Mt. Olive M. E. church.	[709, 879, 916, 965]
item-separator: ■ ■ ■	[112, 288, 159, 299]
